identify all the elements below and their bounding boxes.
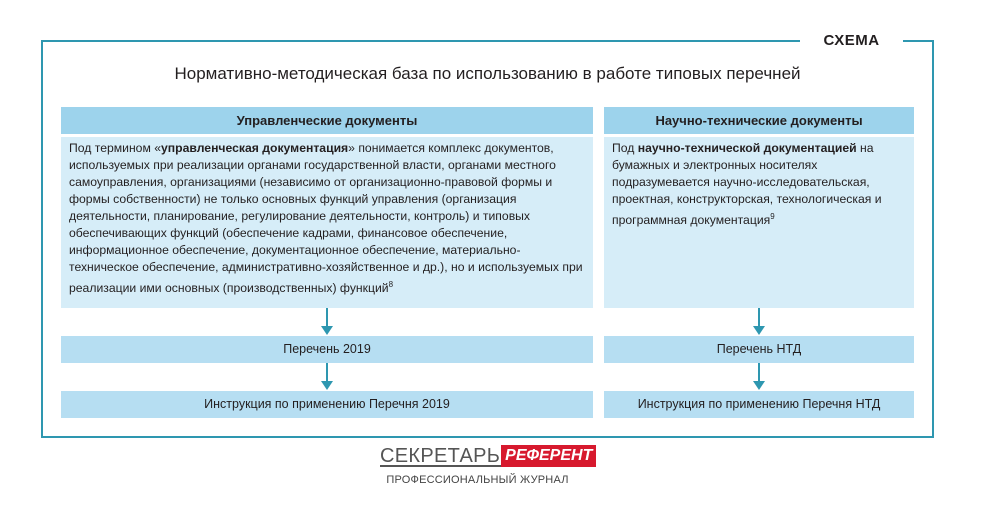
left-footnote: 8 (388, 280, 394, 289)
right-list-box: Перечень НТД (604, 336, 914, 363)
left-body-pre: Под термином « (69, 141, 162, 155)
logo-right-text: РЕФЕРЕНТ (501, 445, 596, 467)
schema-tag: СХЕМА (800, 30, 903, 52)
right-column-body (604, 137, 914, 308)
left-column-heading: Управленческие документы (61, 107, 593, 134)
right-body-term: научно-технической документацией (637, 141, 857, 155)
right-body-pre: Под (612, 141, 638, 155)
right-column-heading: Научно-технические документы (604, 107, 914, 134)
right-arrow-2 (753, 363, 765, 390)
left-instruction-box: Инструкция по применению Перечня 2019 (61, 391, 593, 418)
right-arrow-1 (753, 308, 765, 335)
left-body-term: управленческая документация (161, 141, 349, 155)
journal-subtitle: ПРОФЕССИОНАЛЬНЫЙ ЖУРНАЛ (386, 474, 569, 486)
left-arrow-2 (321, 363, 333, 390)
right-footnote: 9 (770, 212, 775, 221)
right-body-post: на бумажных и электронных носителях подразумевается научно-исследовательская, проектная, конструкторская, технологическая и программная документация (612, 141, 882, 228)
left-list-box: Перечень 2019 (61, 336, 593, 363)
diagram-title: Нормативно-методическая база по использованию в работе типовых перечней (174, 64, 801, 83)
left-column-body (61, 137, 593, 308)
left-arrow-1 (321, 308, 333, 335)
right-instruction-box: Инструкция по применению Перечня НТД (604, 391, 914, 418)
journal-logo (380, 445, 596, 467)
left-body-post: » понимается комплекс документов, используемых при реализации органами государственной власти, органами местного самоуправления, организациями (независимо от организационно-правовой формы и формы собственности) не только основных функций управления (организация деятельности, планирование, регулирование деятельности, контроль) и типовых обеспечивающих функций (обеспечение кадрами, финансовое обеспечение, информационное обеспечение, документационное обеспечение, материально-техническое обеспечение, административно-хозяйственное и др.), но и используемых при реализации ими основных (производственных) функций (69, 141, 583, 296)
logo-left-text: СЕКРЕТАРЬ (380, 445, 501, 467)
